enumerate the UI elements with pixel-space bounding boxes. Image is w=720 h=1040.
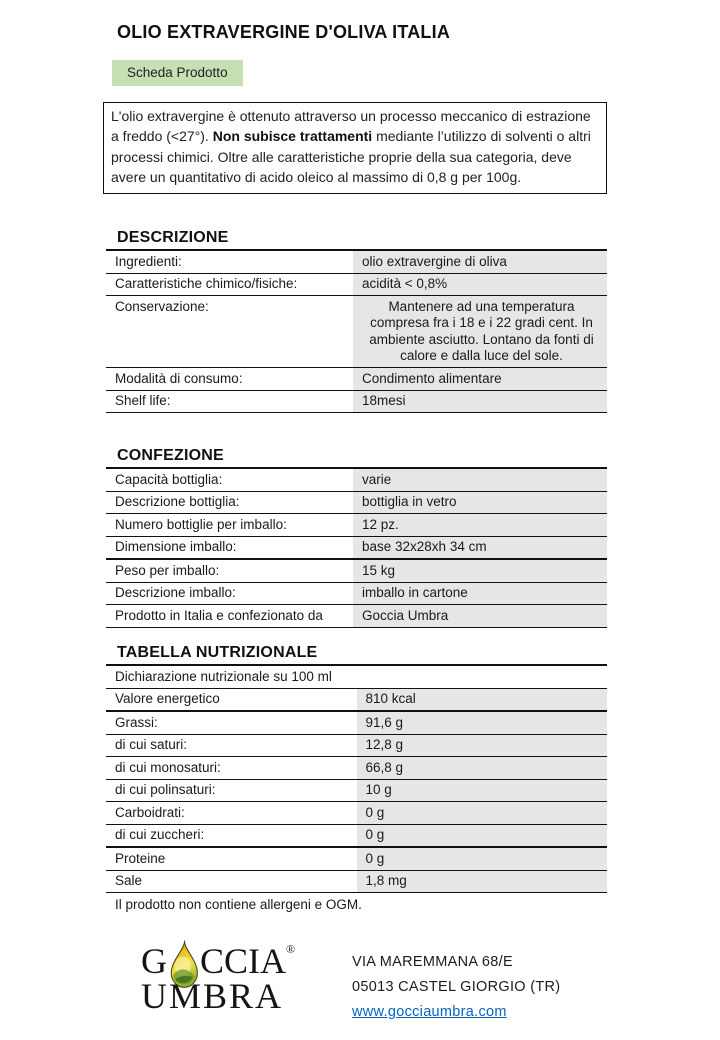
section-nutrizione <box>106 644 607 912</box>
intro-text-bold: Non subisce trattamenti <box>212 128 373 145</box>
row-label: Grassi: <box>106 711 357 734</box>
section-confezione <box>106 447 607 628</box>
logo-word-goccia <box>141 941 295 981</box>
table-row <box>106 870 607 893</box>
table-row <box>106 824 607 847</box>
table-row <box>106 734 607 757</box>
row-value: acidità < 0,8% <box>353 273 607 296</box>
row-label: Dimensione imballo: <box>106 536 353 559</box>
table-row <box>106 468 607 491</box>
row-label: Proteine <box>106 847 357 870</box>
status-badge: Scheda Prodotto <box>112 60 243 86</box>
table-row <box>106 514 607 537</box>
row-value: 91,6 g <box>357 711 608 734</box>
row-label: Carboidrati: <box>106 802 357 825</box>
row-value: 10 g <box>357 779 608 802</box>
row-label: Modalità di consumo: <box>106 368 353 391</box>
row-value: 66,8 g <box>357 757 608 780</box>
row-value: bottiglia in vetro <box>353 491 607 514</box>
row-label: Prodotto in Italia e confezionato da <box>106 605 353 628</box>
company-address-block <box>352 950 560 1025</box>
page-title: OLIO EXTRAVERGINE D'OLIVA ITALIA <box>117 22 451 42</box>
row-value: 12 pz. <box>353 514 607 537</box>
table-row <box>106 296 607 368</box>
table-row <box>106 688 607 711</box>
row-label: Numero bottiglie per imballo: <box>106 514 353 537</box>
row-value: 18mesi <box>353 390 607 413</box>
row-value: 0 g <box>357 802 608 825</box>
row-label: di cui monosaturi: <box>106 757 357 780</box>
nutrizione-table <box>106 664 607 893</box>
table-row <box>106 491 607 514</box>
table-row <box>106 665 607 688</box>
table-row <box>106 779 607 802</box>
section-heading-confezione: CONFEZIONE <box>117 447 224 464</box>
row-label: Sale <box>106 870 357 893</box>
table-row <box>106 847 607 870</box>
row-label: Peso per imballo: <box>106 559 353 582</box>
table-row <box>106 757 607 780</box>
table-row <box>106 802 607 825</box>
intro-paragraph <box>103 102 607 194</box>
row-value: Condimento alimentare <box>353 368 607 391</box>
website-link[interactable]: www.gocciaumbra.com <box>352 1004 507 1020</box>
row-value: 0 g <box>357 847 608 870</box>
row-value: 0 g <box>357 824 608 847</box>
row-value: base 32x28xh 34 cm <box>353 536 607 559</box>
logo-word-umbra: UMBRA <box>141 976 284 1016</box>
table-row <box>106 250 607 273</box>
confezione-table <box>106 467 607 628</box>
row-value: Mantenere ad una temperatura compresa fra i 18 e i 22 gradi cent. In ambiente asciutto. Lontano da fonti di calore e dalla luce del sole. <box>353 296 607 368</box>
row-label: Ingredienti: <box>106 250 353 273</box>
table-row <box>106 368 607 391</box>
row-label: Descrizione bottiglia: <box>106 491 353 514</box>
row-label: Caratteristiche chimico/fisiche: <box>106 273 353 296</box>
logo-letter-g: G <box>141 941 167 981</box>
row-label: Valore energetico <box>106 688 357 711</box>
section-heading-nutrizione: TABELLA NUTRIZIONALE <box>117 644 318 661</box>
table-row <box>106 559 607 582</box>
row-label: di cui zuccheri: <box>106 824 357 847</box>
row-label: Capacità bottiglia: <box>106 468 353 491</box>
address-line-2: 05013 CASTEL GIORGIO (TR) <box>352 979 561 995</box>
row-value: 810 kcal <box>357 688 608 711</box>
address-line-1: VIA MAREMMANA 68/E <box>352 954 513 970</box>
table-row <box>106 582 607 605</box>
row-value: 1,8 mg <box>357 870 608 893</box>
row-label: di cui polinsaturi: <box>106 779 357 802</box>
row-value: 15 kg <box>353 559 607 582</box>
table-row <box>106 536 607 559</box>
row-label: di cui saturi: <box>106 734 357 757</box>
company-logo <box>141 941 295 1015</box>
allergen-note: Il prodotto non contiene allergeni e OGM. <box>115 897 362 912</box>
table-row <box>106 711 607 734</box>
registered-trademark-icon: ® <box>286 942 296 956</box>
intro-text-1: L'olio extravergine è ottenuto attraverso un processo meccanico di estrazione a freddo (<27°). <box>111 108 591 145</box>
row-value: Goccia Umbra <box>353 605 607 628</box>
section-descrizione <box>106 229 607 413</box>
row-label: Shelf life: <box>106 390 353 413</box>
table-row <box>106 605 607 628</box>
logo-letters-ccia: CCIA <box>200 941 287 981</box>
table-row <box>106 273 607 296</box>
row-label: Descrizione imballo: <box>106 582 353 605</box>
table-row <box>106 390 607 413</box>
intro-text-2: mediante l’utilizzo di solventi o altri processi chimici. Oltre alle caratteristiche proprie della sua categoria, deve avere un quantitativo di acido oleico al massimo di 0,8 g per 100g. <box>111 128 591 186</box>
nutrition-subheader: Dichiarazione nutrizionale su 100 ml <box>106 665 607 688</box>
section-heading-descrizione: DESCRIZIONE <box>117 229 229 246</box>
row-value: 12,8 g <box>357 734 608 757</box>
row-value: varie <box>353 468 607 491</box>
row-label: Conservazione: <box>106 296 353 368</box>
row-value: olio extravergine di oliva <box>353 250 607 273</box>
row-value: imballo in cartone <box>353 582 607 605</box>
descrizione-table <box>106 249 607 413</box>
